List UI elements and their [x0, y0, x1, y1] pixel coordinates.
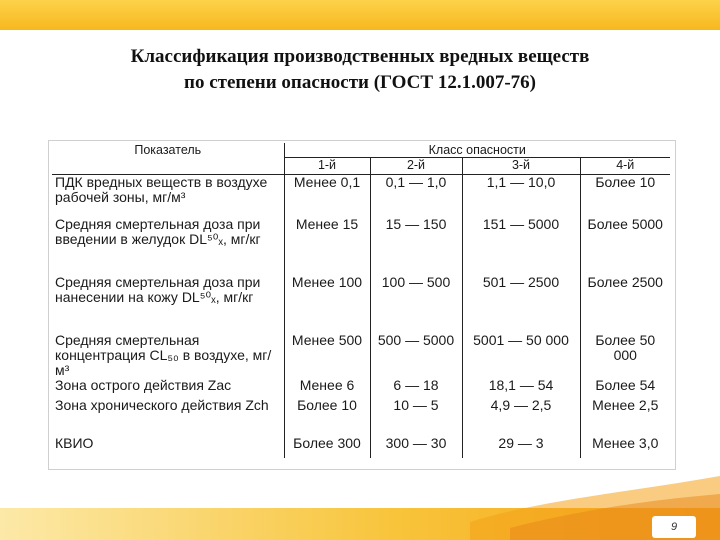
- row-value-class-1: Менее 0,1: [284, 175, 370, 217]
- header-class-group: Класс опасности: [284, 143, 670, 158]
- row-value-class-2: 10 — 5: [370, 398, 462, 436]
- row-indicator-text: ПДК вредных веществ в воздухе рабочей зоны, мг/м³: [55, 174, 268, 205]
- row-indicator-text: Средняя смертельная доза при нанесении на кожу DL⁵⁰ₓ, мг/кг: [55, 273, 261, 305]
- header-class-4: 4-й: [580, 158, 670, 175]
- row-value-class-3: 4,9 — 2,5: [462, 398, 580, 436]
- row-indicator-text: Средняя смертельная доза при введении в желудок DL⁵⁰ₓ, мг/кг: [55, 215, 261, 247]
- row-indicator: [52, 436, 284, 458]
- top-accent-bar: [0, 0, 720, 30]
- row-value-class-1: Более 10: [284, 398, 370, 436]
- row-value-class-4: Более 2500: [587, 273, 663, 290]
- page-number: 9: [652, 516, 696, 538]
- table-row: [52, 378, 670, 398]
- row-value-class-4: Менее 2,5: [592, 396, 659, 413]
- row-indicator-text: Зона острого действия Zac: [55, 376, 232, 393]
- row-value-class-3: 5001 — 50 000: [462, 333, 580, 378]
- row-indicator: [52, 275, 284, 333]
- row-value-class-2: 300 — 30: [370, 436, 462, 458]
- row-indicator: [52, 333, 284, 378]
- row-value-class-1: Менее 100: [284, 275, 370, 333]
- title-line-2: по степени опасности (ГОСТ 12.1.007-76): [184, 72, 536, 93]
- header-class-3: 3-й: [462, 158, 580, 175]
- row-value-class-1: Менее 500: [284, 333, 370, 378]
- row-indicator: [52, 217, 284, 275]
- row-value-class-3: 1,1 — 10,0: [462, 175, 580, 217]
- row-value-class-2: 500 — 5000: [370, 333, 462, 378]
- header-class-2: 2-й: [370, 158, 462, 175]
- row-value-class-2: 15 — 150: [370, 217, 462, 275]
- row-value-class-3: 18,1 — 54: [462, 378, 580, 398]
- header-indicator: Показатель: [52, 143, 284, 175]
- row-value-class-3: 501 — 2500: [462, 275, 580, 333]
- row-value-class-4: Более 54: [595, 376, 656, 393]
- row-value-class-3: 29 — 3: [462, 436, 580, 458]
- slide-title: [0, 44, 720, 96]
- row-value-class-2: 6 — 18: [370, 378, 462, 398]
- row-value-class-1: Менее 15: [284, 217, 370, 275]
- row-value-class-4: Более 50 000: [595, 331, 656, 363]
- row-value-class-3: 151 — 5000: [462, 217, 580, 275]
- row-indicator-text: Зона хронического действия Zch: [55, 396, 269, 413]
- table-row: [52, 175, 670, 217]
- row-indicator-text: КВИО: [55, 434, 94, 451]
- row-value-class-4: Более 5000: [587, 215, 663, 232]
- row-value-class-2: 0,1 — 1,0: [370, 175, 462, 217]
- row-value-class-4: Более 10: [595, 174, 656, 190]
- table-row: [52, 275, 670, 333]
- row-value-class-2: 100 — 500: [370, 275, 462, 333]
- table-row: [52, 398, 670, 436]
- row-value-class-1: Менее 6: [284, 378, 370, 398]
- row-indicator: [52, 175, 284, 217]
- hazard-class-table: [52, 143, 670, 458]
- row-value-class-1: Более 300: [284, 436, 370, 458]
- row-value-class-4: Менее 3,0: [592, 434, 659, 451]
- title-line-1: Классификация производственных вредных веществ: [130, 46, 590, 67]
- row-indicator: [52, 378, 284, 398]
- table-row: [52, 436, 670, 458]
- table-row: [52, 217, 670, 275]
- row-indicator-text: Средняя смертельная концентрация CL₅₀ в воздухе, мг/м³: [55, 331, 272, 378]
- row-indicator: [52, 398, 284, 436]
- table-row: [52, 333, 670, 378]
- header-class-1: 1-й: [284, 158, 370, 175]
